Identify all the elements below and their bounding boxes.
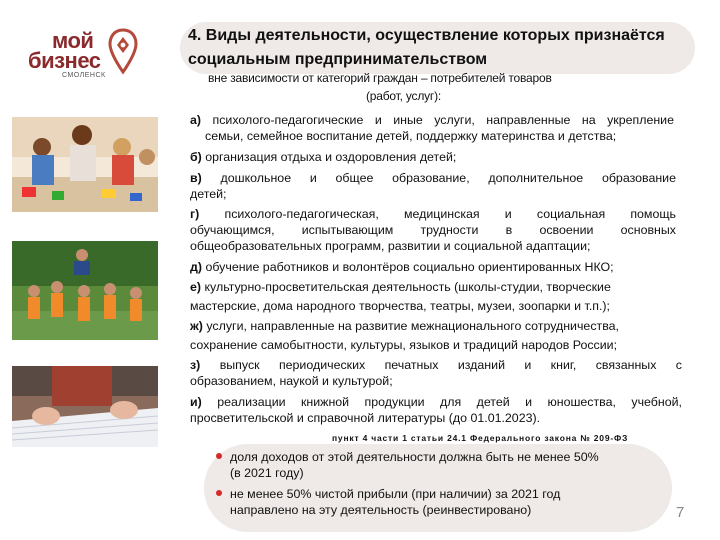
item-b-label: б) [190,150,202,164]
item-b: б) организация отдыха и оздоровления детей; [190,150,457,164]
condition-2-line-2: направлено на эту деятельность (реинвестировано) [230,503,532,517]
bullet-dot-icon [216,490,222,496]
item-g-line-1: г) психолого-педагогическая, медицинская и социальная помощь [190,207,676,221]
item-i-line-1: и) реализации книжной продукции для детей и юношества, учебной, [190,395,682,409]
law-reference: пункт 4 части 1 статьи 24.1 Федерального закона № 209-ФЗ [332,433,629,443]
item-v-line-1: в) дошкольное и общее образование, дополнительное образование [190,171,676,185]
item-zh-label: ж) [190,319,203,333]
photo-outdoor-camp [12,241,158,340]
item-z-line-2: образованием, наукой и культурой; [190,374,393,388]
item-a-line-2: семьи, семейное воспитание детей, поддержку материнства и детства; [205,129,617,143]
item-a-label: а) [190,113,202,127]
item-zh-line-2: сохранение самобытности, культуры, языков и традиций народов России; [190,338,618,352]
photo-printing-paper [12,366,158,447]
item-a-line-1: а) психолого-педагогические и иные услуги, направленные на укрепление [190,113,674,127]
location-pin-logo-icon [108,28,138,78]
item-v-label: в) [190,171,202,185]
item-i-label: и) [190,395,202,409]
item-z-line-1: з) выпуск периодических печатных изданий и книг, связанных с [190,358,682,372]
logo-city: СМОЛЕНСК [62,72,106,79]
item-e-line-2: мастерские, дома народного творчества, театры, музеи, зоопарки и т.п.); [190,299,610,313]
item-g-label: г) [190,207,200,221]
page-number: 7 [676,504,685,521]
item-e-line-1: е) культурно-просветительская деятельность (школы-студии, творческие [190,280,611,294]
item-d-label: д) [190,260,202,274]
subtitle-line-2: (работ, услуг): [366,89,442,103]
condition-1-line-1: доля доходов от этой деятельности должна быть не менее 50% [230,450,599,464]
condition-1-line-2: (в 2021 году) [230,466,304,480]
logo-word-2: бизнес [28,48,101,73]
page-title: 4. Виды деятельности, осуществление которых признаётся социальным предпринимательством [188,27,665,68]
logo-word-1: мой [52,28,94,53]
item-v-line-2: детей; [190,187,227,201]
subtitle-line-1: вне зависимости от категорий граждан – потребителей товаров [208,71,552,85]
photo-children-crafts [12,117,158,212]
item-e-label: е) [190,280,202,294]
item-zh-line-1: ж) услуги, направленные на развитие межнационального сотрудничества, [190,319,619,333]
bullet-dot-icon [216,453,222,459]
item-g-line-2: обучающимся, испытывающим трудности в освоении основных [190,223,676,237]
logo [22,26,142,86]
item-d: д) обучение работников и волонтёров социально ориентированных НКО; [190,260,614,274]
condition-2-line-1: не менее 50% чистой прибыли (при наличии) за 2021 год [230,487,561,501]
item-z-label: з) [190,358,201,372]
item-i-line-2: просветительской и справочной литературы (до 01.01.2023). [190,411,541,425]
item-g-line-3: общеобразовательных программ, развитии и социальной адаптации; [190,239,591,253]
